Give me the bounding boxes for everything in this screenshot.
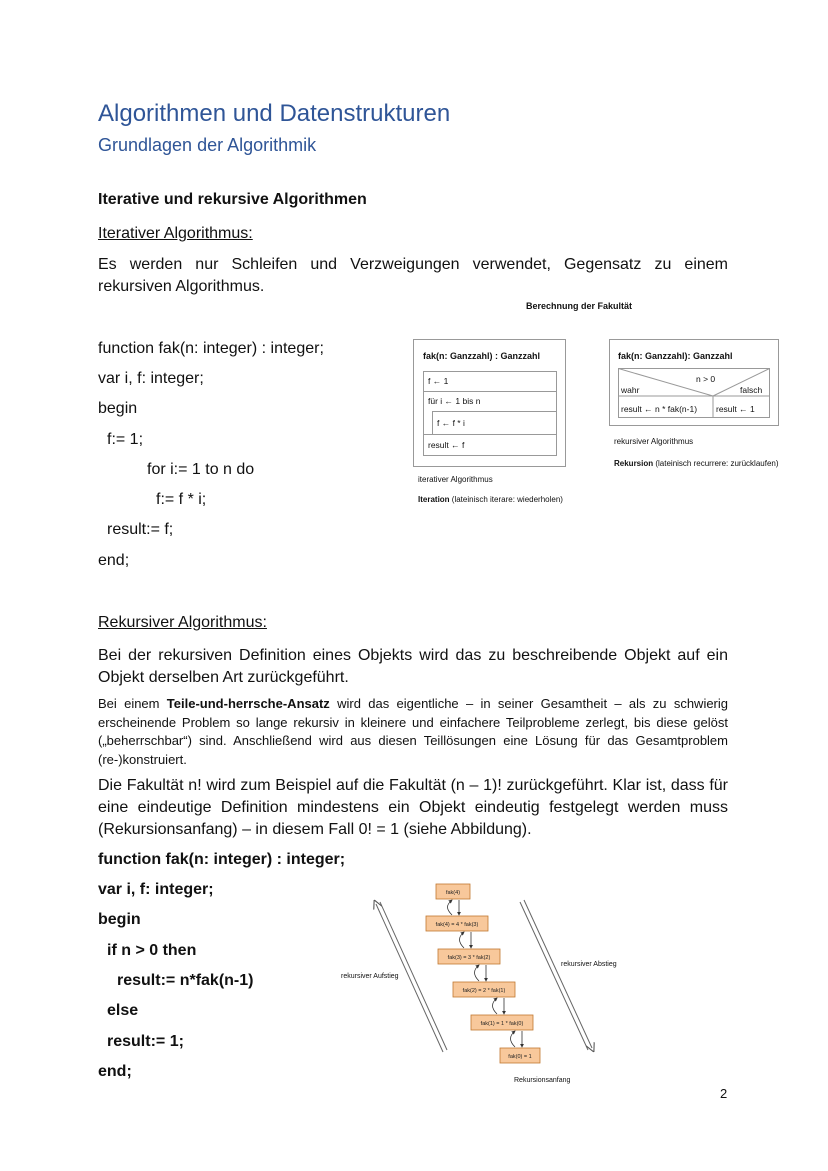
iter-box-row-1: f ← 1 (423, 371, 557, 392)
iter-code-line-6: f:= f * i; (156, 491, 207, 508)
rec-true-label: wahr (621, 385, 640, 395)
ascent-label: rekursiver Aufstieg (341, 973, 399, 980)
rec-box-header: fak(n: Ganzzahl): Ganzzahl (618, 351, 733, 361)
descent-label: rekursiver Abstieg (561, 961, 617, 968)
rec-code-line-8: end; (98, 1063, 132, 1080)
recursive-paragraph-2: Bei einem Teile-und-herrsche-Ansatz wird das eigentliche – in seiner Gesamtheit – als zu schwierig erscheinende Problem so lange rekursiv in kleinere und einfachere Teilprobleme zerlegt, bis diese gelöst („beherrschbar“) sind. Anschließend wird aus diesen Teillösungen eine Lösung für das Gesamtproblem (re-)konstruiert. (98, 696, 729, 767)
return-arrow-1 (448, 900, 453, 915)
rec-code-line-7: result:= 1; (107, 1033, 184, 1050)
section-heading: Iterative und rekursive Algorithmen (98, 191, 367, 208)
base-label: Rekursionsanfang (514, 1077, 571, 1084)
step-label-5: fak(0) = 1 (508, 1054, 532, 1060)
iteration-note: Iteration (lateinisch iterare: wiederholen) (418, 495, 563, 504)
page-number: 2 (720, 1086, 728, 1101)
step-label-0: fak(4) (445, 890, 461, 896)
iter-code-line-7: result:= f; (107, 521, 174, 538)
step-label-4: fak(1) = 1 * fak(0) (480, 1021, 524, 1027)
iter-box-row-2: für i ← 1 bis n (423, 391, 557, 412)
step-label-3: fak(2) = 2 * fak(1) (462, 988, 506, 994)
step-label-1: fak(4) = 4 * fak(3) (435, 922, 479, 928)
rec-true-branch: result ← n * fak(n-1) (621, 404, 698, 414)
rec-false-branch: result ← 1 (716, 404, 755, 414)
recursion-note: Rekursion (lateinisch recurrere: zurücklaufen) (614, 459, 779, 468)
iter-code-line-8: end; (98, 552, 130, 569)
return-arrow-4 (493, 998, 498, 1014)
rec-code-line-2: var i, f: integer; (98, 881, 214, 898)
iterative-paragraph: Es werden nur Schleifen und Verzweigungen verwendet, Gegensatz zu einem rekursiven Algorithmus. (98, 256, 728, 295)
iter-box-label: iterativer Algorithmus (418, 475, 493, 484)
recursive-struktogramm (609, 339, 779, 426)
recursive-paragraph-3: Die Fakultät n! wird zum Beispiel auf die Fakultät (n – 1)! zurückgeführt. Klar ist, dass für eine eindeutige Definition mindestens ein Objekt eindeutig festgelegt werden muss (Rekursionsanfang) – in diesem Fall 0! = 1 (siehe Abbildung). (98, 777, 728, 838)
step-boxes (426, 884, 540, 1063)
document-subtitle: Grundlagen der Algorithmik (98, 135, 317, 155)
loop-bracket (423, 411, 433, 435)
iter-box-row-3: f ← f * i (432, 411, 557, 435)
iter-code-line-2: var i, f: integer; (98, 370, 204, 387)
document-title: Algorithmen und Datenstrukturen (98, 100, 451, 127)
rec-code-line-4: if n > 0 then (107, 942, 197, 959)
step-label-2: fak(3) = 3 * fak(2) (447, 955, 491, 961)
rec-condition: n > 0 (696, 374, 716, 384)
iter-code-line-1: function fak(n: integer) : integer; (98, 340, 324, 357)
return-arrow-2 (460, 932, 465, 948)
iterative-struktogramm (413, 339, 566, 467)
iter-code-line-4: f:= 1; (107, 431, 144, 448)
rec-box-label: rekursiver Algorithmus (614, 437, 694, 446)
rec-code-line-1: function fak(n: integer) : integer; (98, 851, 346, 868)
return-arrow-5 (511, 1031, 516, 1047)
iter-code-line-5: for i:= 1 to n do (147, 461, 255, 478)
iter-box-header: fak(n: Ganzzahl) : Ganzzahl (423, 351, 541, 361)
rec-false-label: falsch (740, 385, 763, 395)
descent-line-b (524, 900, 592, 1048)
rec-code-line-3: begin (98, 911, 141, 928)
figure-caption: Berechnung der Fakultät (526, 301, 633, 311)
return-arrow-3 (475, 965, 480, 981)
recursive-heading: Rekursiver Algorithmus: (98, 614, 267, 631)
iter-box-row-4: result ← f (423, 434, 557, 456)
rec-code-line-5: result:= n*fak(n-1) (117, 972, 254, 989)
recursive-paragraph-1: Bei der rekursiven Definition eines Objekts wird das zu beschreibende Objekt auf ein Objekt derselben Art zurückgeführt. (98, 647, 728, 686)
iter-code-line-3: begin (98, 400, 138, 417)
recursion-diagram (330, 880, 630, 1095)
rec-code-line-6: else (107, 1002, 139, 1019)
iterative-heading: Iterativer Algorithmus: (98, 225, 253, 242)
